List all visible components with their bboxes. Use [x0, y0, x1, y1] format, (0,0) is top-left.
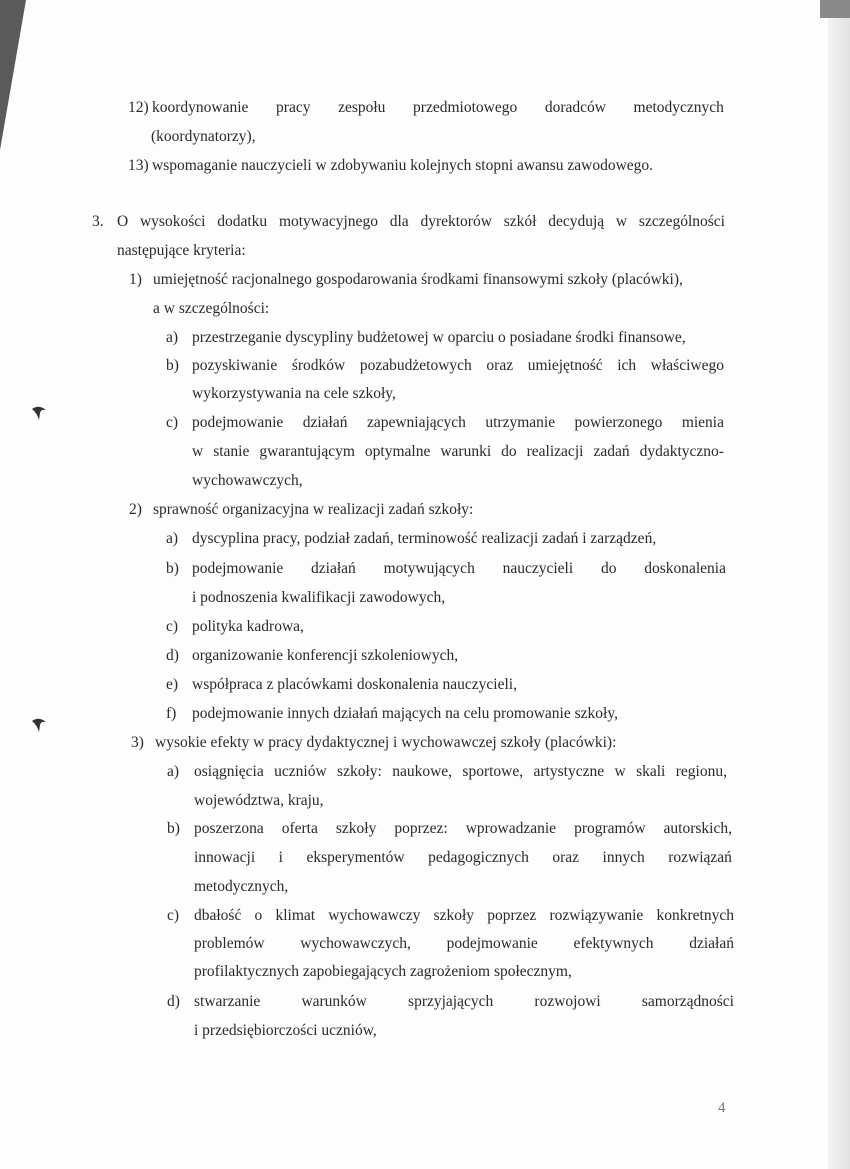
subitem-letter: e): [166, 676, 179, 693]
criterion-2a-text: dyscyplina pracy, podział zadań, terminowość realizacji zadań i zarządzeń,: [192, 530, 657, 547]
word: pozyskiwanie: [192, 357, 278, 374]
criterion-2e-text: współpraca z placówkami doskonalenia nauczycieli,: [192, 676, 517, 693]
subitem-letter: d): [166, 647, 179, 664]
word: wprowadzanie: [465, 820, 557, 837]
word: rozwiązywanie: [549, 907, 644, 924]
word: decydują: [548, 213, 605, 230]
scan-corner: [820, 0, 850, 18]
word: pracy: [276, 99, 311, 116]
word: programów: [574, 820, 646, 837]
word: działań: [302, 414, 348, 431]
word: rozwiązań: [668, 849, 732, 866]
criterion-2c-text: polityka kadrowa,: [192, 618, 304, 635]
criterion-2b-line2: i podnoszenia kwalifikacji zawodowych,: [192, 589, 446, 606]
subitem-letter: c): [167, 907, 180, 924]
criterion-1b-line2: wykorzystywania na cele szkoły,: [192, 385, 396, 402]
punch-hole-icon: [30, 716, 48, 734]
subitem-letter: c): [166, 414, 179, 431]
word: zespołu: [338, 99, 386, 116]
section-number: 3.: [92, 213, 104, 230]
word: doradców: [544, 99, 606, 116]
subitem-letter: b): [166, 357, 179, 374]
subitem-letter: d): [167, 993, 180, 1010]
criterion-3c-line3: profilaktycznych zapobiegających zagrożeniom społecznym,: [194, 963, 572, 980]
criterion-1c-line2: [192, 443, 724, 461]
criterion-1b-line1: [192, 357, 724, 375]
word: samorządności: [641, 993, 734, 1010]
item-12-line2: (koordynatorzy),: [151, 128, 256, 145]
word: autorskich,: [663, 820, 732, 837]
word: do: [501, 443, 517, 460]
word: działań: [311, 560, 356, 577]
word: oraz: [486, 357, 514, 374]
word: szkoły:: [337, 763, 382, 780]
criterion-2d-text: organizowanie konferencji szkoleniowych,: [192, 647, 459, 664]
section-3-line1: [117, 213, 725, 231]
word: powierzonego: [574, 414, 663, 431]
word: szczególności: [638, 213, 725, 230]
criterion-3-line1: wysokie efekty w pracy dydaktycznej i wychowawczej szkoły (placówki):: [155, 734, 617, 751]
word: dbałość: [194, 907, 242, 924]
word: koordynowanie: [152, 99, 249, 116]
word: umiejętność: [527, 357, 603, 374]
word: problemów: [194, 935, 265, 952]
criterion-2-line1: sprawność organizacyjna w realizacji zadań szkoły:: [153, 501, 474, 518]
subitem-letter: f): [166, 705, 177, 722]
word: podejmowanie: [192, 414, 284, 431]
word: ich: [617, 357, 637, 374]
word: do: [600, 560, 617, 577]
word: innych: [602, 849, 645, 866]
word: dydaktyczno-: [639, 443, 724, 460]
word: szkół: [503, 213, 537, 230]
word: naukowe,: [392, 763, 453, 780]
word: dla: [389, 213, 409, 230]
word: w: [614, 763, 626, 780]
word: szkoły: [335, 820, 377, 837]
criterion-1c-line1: [192, 414, 724, 432]
word: artystyczne: [533, 763, 605, 780]
word: metodycznych: [633, 99, 724, 116]
criterion-1-line1: umiejętność racjonalnego gospodarowania środkami finansowymi szkoły (placówki),: [153, 271, 683, 288]
word: warunki: [440, 443, 492, 460]
word: nauczycieli: [502, 560, 574, 577]
criterion-3c-line1: [194, 907, 734, 925]
word: dyrektorów: [420, 213, 492, 230]
word: w: [615, 213, 628, 230]
criterion-2b-line1: [192, 560, 726, 578]
criterion-3d-line1: [194, 993, 734, 1011]
item-number: 13): [128, 157, 149, 174]
page-number: 4: [718, 1100, 726, 1116]
word: i: [278, 849, 283, 866]
word: poprzez:: [394, 820, 448, 837]
word: uczniów: [274, 763, 327, 780]
criterion-number: 2): [129, 501, 142, 518]
subitem-letter: b): [167, 820, 180, 837]
subitem-letter: b): [166, 560, 179, 577]
word: wychowawczy: [328, 907, 421, 924]
word: warunków: [301, 993, 367, 1010]
item-12-line1: [152, 99, 724, 117]
word: przedmiotowego: [413, 99, 518, 116]
criterion-3a-line1: [194, 763, 727, 781]
word: właściwego: [650, 357, 724, 374]
word: wychowawczych,: [300, 935, 411, 952]
punch-hole-icon: [30, 404, 48, 422]
subitem-letter: a): [166, 329, 179, 346]
section-3-line2: następujące kryteria:: [117, 242, 246, 259]
word: stwarzanie: [194, 993, 261, 1010]
word: stanie: [213, 443, 250, 460]
word: realizacji: [526, 443, 584, 460]
word: konkretnych: [656, 907, 734, 924]
word: osiągnięcia: [194, 763, 264, 780]
word: pedagogicznych: [428, 849, 529, 866]
criterion-number: 1): [129, 271, 142, 288]
criterion-1c-line3: wychowawczych,: [192, 472, 303, 489]
word: dodatku: [217, 213, 268, 230]
word: poprzez: [487, 907, 537, 924]
word: eksperymentów: [306, 849, 405, 866]
word: działań: [689, 935, 734, 952]
criterion-3b-line2: [194, 849, 732, 867]
word: skali: [636, 763, 666, 780]
subitem-letter: a): [166, 530, 179, 547]
word: szkoły: [433, 907, 475, 924]
word: pozabudżetowych: [359, 357, 472, 374]
word: podejmowanie: [192, 560, 284, 577]
word: motywacyjnego: [278, 213, 378, 230]
word: optymalne: [364, 443, 431, 460]
word: rozwojowi: [534, 993, 601, 1010]
word: zadań: [593, 443, 630, 460]
word: gwarantującym: [259, 443, 355, 460]
item-13-text: wspomaganie nauczycieli w zdobywaniu kolejnych stopni awansu zawodowego.: [152, 157, 654, 174]
word: doskonalenia: [644, 560, 726, 577]
subitem-letter: a): [167, 763, 180, 780]
word: podejmowanie: [446, 935, 538, 952]
word: środków: [291, 357, 346, 374]
word: utrzymanie: [485, 414, 556, 431]
scan-shadow-left: [0, 0, 26, 150]
criterion-3a-line2: województwa, kraju,: [194, 792, 324, 809]
criterion-2f-text: podejmowanie innych działań mających na celu promowanie szkoły,: [192, 705, 618, 722]
word: sportowe,: [462, 763, 524, 780]
word: w: [192, 443, 204, 460]
word: sprzyjających: [408, 993, 494, 1010]
word: motywujących: [383, 560, 475, 577]
criterion-1a-text: przestrzeganie dyscypliny budżetowej w oparciu o posiadane środki finansowe,: [192, 329, 686, 346]
subitem-letter: c): [166, 618, 179, 635]
word: oraz: [552, 849, 580, 866]
criterion-3d-line2: i przedsiębiorczości uczniów,: [194, 1022, 377, 1039]
criterion-3c-line2: [194, 935, 734, 953]
word: zapewniających: [366, 414, 466, 431]
word: O: [117, 213, 129, 230]
word: efektywnych: [573, 935, 654, 952]
word: mienia: [681, 414, 724, 431]
word: poszerzona: [194, 820, 264, 837]
criterion-number: 3): [131, 734, 144, 751]
word: oferta: [281, 820, 318, 837]
criterion-3b-line1: [194, 820, 732, 838]
word: klimat: [275, 907, 316, 924]
word: innowacji: [194, 849, 256, 866]
word: wysokości: [139, 213, 206, 230]
scan-shadow-right: [828, 0, 850, 1169]
word: regionu,: [675, 763, 727, 780]
criterion-3b-line3: metodycznych,: [194, 878, 289, 895]
word: o: [254, 907, 263, 924]
item-number: 12): [128, 99, 149, 116]
criterion-1-line2: a w szczególności:: [153, 300, 270, 317]
